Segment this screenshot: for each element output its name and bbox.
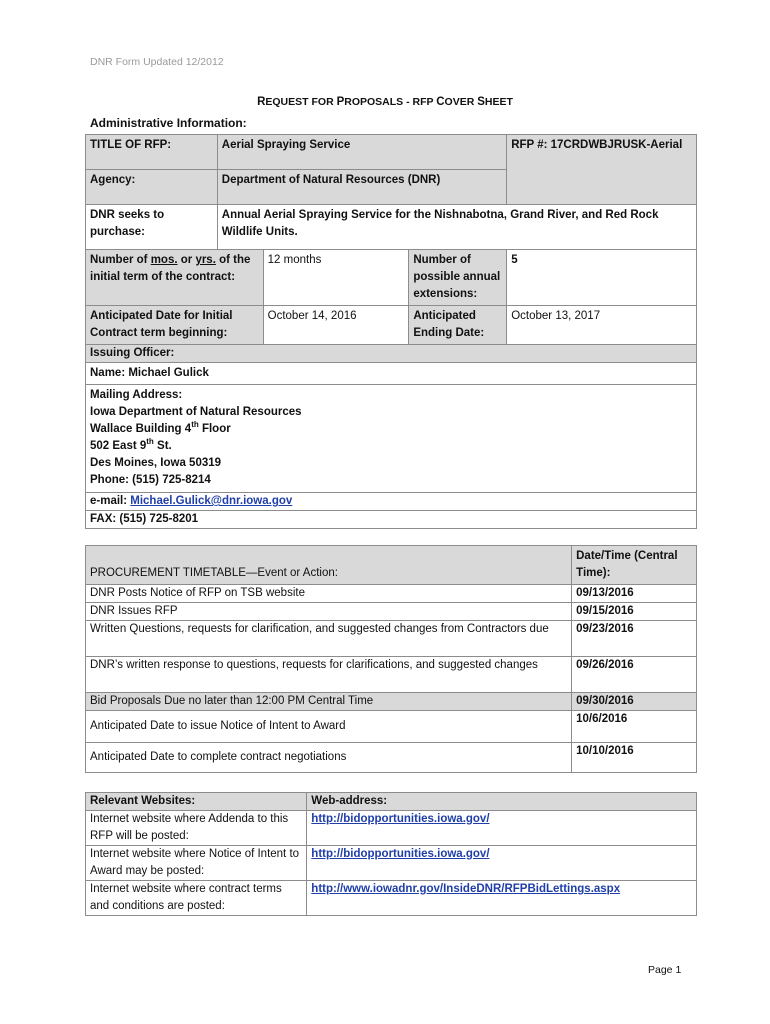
address-line-1: Iowa Department of Natural Resources <box>90 406 302 418</box>
timetable-row <box>86 693 697 711</box>
website-label: Internet website where contract terms and conditions are posted: <box>86 881 307 916</box>
timetable-row <box>86 657 697 693</box>
administrative-info-table <box>85 134 697 529</box>
phone: Phone: (515) 725-8214 <box>90 474 211 486</box>
timetable-date-header: Date/Time (Central Time): <box>572 546 697 585</box>
page-title: REQUEST FOR PROPOSALS - RFP COVER SHEET <box>257 96 513 108</box>
website-link[interactable]: http://bidopportunities.iowa.gov/ <box>311 813 490 825</box>
timetable-date: 09/15/2016 <box>572 603 697 621</box>
end-date-value: October 13, 2017 <box>507 306 697 345</box>
timetable-row <box>86 743 697 773</box>
timetable-row <box>86 585 697 603</box>
mailing-address <box>86 385 697 493</box>
timetable-event-header: PROCUREMENT TIMETABLE—Event or Action: <box>86 546 572 585</box>
extensions-label: Number of possible annual extensions: <box>409 250 507 306</box>
website-label: Internet website where Notice of Intent to Award may be posted: <box>86 846 307 881</box>
rfp-title-value: Aerial Spraying Service <box>217 135 506 170</box>
timetable-event: Written Questions, requests for clarification, and suggested changes from Contractors due <box>86 621 572 657</box>
seeks-label: DNR seeks to purchase: <box>86 205 218 250</box>
timetable-row <box>86 711 697 743</box>
agency-value: Department of Natural Resources (DNR) <box>217 170 506 205</box>
timetable-event: DNR Posts Notice of RFP on TSB website <box>86 585 572 603</box>
timetable-date: 10/10/2016 <box>572 743 697 773</box>
address-line-2: Wallace Building 4th Floor <box>90 420 231 435</box>
issuing-officer-heading: Issuing Officer: <box>86 345 697 363</box>
timetable-row <box>86 621 697 657</box>
form-updated-note: DNR Form Updated 12/2012 <box>90 56 224 68</box>
issuing-officer-name: Name: Michael Gulick <box>86 363 697 385</box>
email-line: e-mail: Michael.Gulick@dnr.iowa.gov <box>86 493 697 511</box>
websites-url-header: Web-address: <box>307 793 697 811</box>
timetable-event: Anticipated Date to issue Notice of Intent to Award <box>86 711 572 743</box>
start-date-label: Anticipated Date for Initial Contract term beginning: <box>86 306 264 345</box>
website-label: Internet website where Addenda to this RFP will be posted: <box>86 811 307 846</box>
timetable-date: 09/23/2016 <box>572 621 697 657</box>
timetable-date: 09/13/2016 <box>572 585 697 603</box>
website-row <box>86 846 697 881</box>
website-url-cell <box>307 881 697 916</box>
timetable-row <box>86 603 697 621</box>
seeks-value: Annual Aerial Spraying Service for the Nishnabotna, Grand River, and Red Rock Wildlife Units. <box>217 205 696 250</box>
website-link[interactable]: http://bidopportunities.iowa.gov/ <box>311 848 490 860</box>
timetable-date: 09/26/2016 <box>572 657 697 693</box>
initial-term-label: Number of mos. or yrs. of the initial term of the contract: <box>86 250 264 306</box>
timetable-date: 09/30/2016 <box>572 693 697 711</box>
address-line-4: Des Moines, Iowa 50319 <box>90 457 222 469</box>
initial-term-value: 12 months <box>263 250 409 306</box>
rfp-number: RFP #: 17CRDWBJRUSK-Aerial <box>507 135 697 205</box>
page-number: Page 1 <box>648 964 682 976</box>
mailing-address-label: Mailing Address: <box>90 389 183 401</box>
website-url-cell <box>307 811 697 846</box>
administrative-information-heading: Administrative Information: <box>90 116 247 130</box>
timetable-event: DNR’s written response to questions, requests for clarifications, and suggested changes <box>86 657 572 693</box>
timetable-event: DNR Issues RFP <box>86 603 572 621</box>
website-url-cell <box>307 846 697 881</box>
timetable-date: 10/6/2016 <box>572 711 697 743</box>
rfp-title-label: TITLE OF RFP: <box>86 135 218 170</box>
extensions-value: 5 <box>507 250 697 306</box>
timetable-event: Bid Proposals Due no later than 12:00 PM Central Time <box>86 693 572 711</box>
websites-label-header: Relevant Websites: <box>86 793 307 811</box>
website-row <box>86 881 697 916</box>
website-link[interactable]: http://www.iowadnr.gov/InsideDNR/RFPBidLettings.aspx <box>311 883 621 895</box>
end-date-label: Anticipated Ending Date: <box>409 306 507 345</box>
start-date-value: October 14, 2016 <box>263 306 409 345</box>
email-link[interactable]: Michael.Gulick@dnr.iowa.gov <box>130 495 293 507</box>
timetable-event: Anticipated Date to complete contract negotiations <box>86 743 572 773</box>
relevant-websites-table <box>85 792 697 916</box>
address-line-3: 502 East 9th St. <box>90 437 172 452</box>
agency-label: Agency: <box>86 170 218 205</box>
website-row <box>86 811 697 846</box>
procurement-timetable <box>85 545 697 773</box>
fax-line: FAX: (515) 725-8201 <box>86 511 697 529</box>
